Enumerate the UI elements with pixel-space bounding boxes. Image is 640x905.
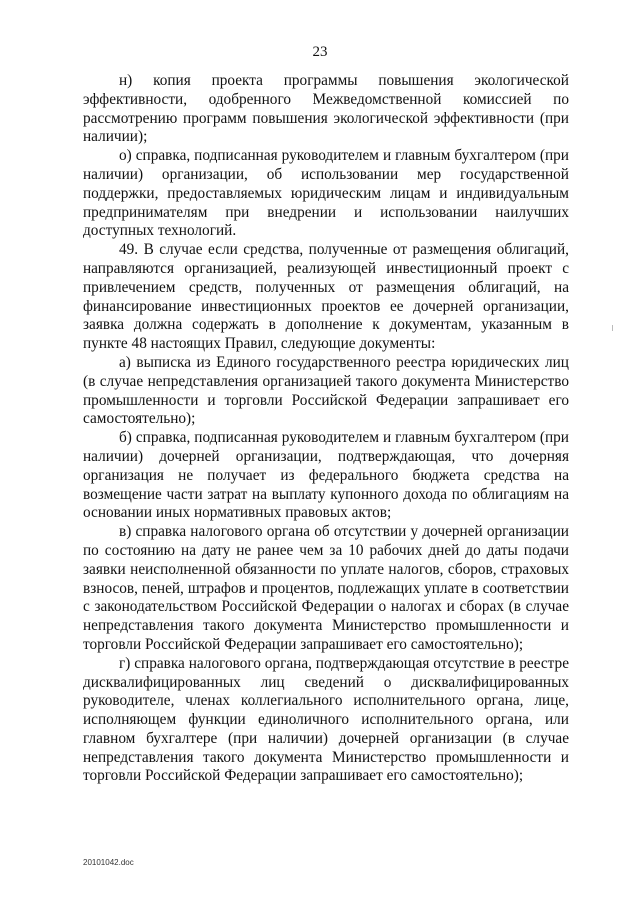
paragraph-v: в) справка налогового органа об отсутствии у дочерней организации по состоянию на дату не ранее чем за 10 рабочих дней до даты подачи заявки неисполненной обязанности по уплате налогов, сборов, страховых взносов, пеней, штрафов и процентов, подлежащих уплате в соответствии с законодательством Российской Федерации о налогах и сборах (в случае непредставления такого документа Министерство промышленности и торговли Российской Федерации запрашивает его самостоятельно); (83, 523, 569, 653)
paragraph-n: н) копия проекта программы повышения экологической эффективности, одобренного Межведомственной комиссией по рассмотрению программ повышения экологической эффективности (при наличии); (83, 72, 569, 146)
page-number: 23 (312, 44, 328, 60)
paragraph-a: а) выписка из Единого государственного реестра юридических лиц (в случае непредставления организацией такого документа Министерство промышленности и торговли Российской Федерации запрашивает его самостоятельно); (83, 353, 569, 428)
paragraph-49: 49. В случае если средства, полученные от размещения облигаций, направляются организацией, реализующей инвестиционный проект с привлечением средств, полученных от размещения облигаций, на финансирование инвестиционных проектов ее дочерней организации, заявка должна содержать в дополнение к документам, указанным в пункте 48 настоящих Правил, следующие документы: (83, 241, 569, 353)
paragraph-g: г) справка налогового органа, подтверждающая отсутствие в реестре дисквалифицированных лиц сведений о дисквалифицированных руководителе, членах коллегиального исполнительного органа, лице, исполняющем функции единоличного исполнительного органа, или главном бухгалтере (при наличии) дочерней организации (в случае непредставления такого документа Министерство промышленности и торговли Российской Федерации запрашивает его самостоятельно); (83, 654, 569, 785)
footer-filename: 20101042.doc (83, 858, 134, 867)
paragraph-b: б) справка, подписанная руководителем и главным бухгалтером (при наличии) дочерней организации, подтверждающая, что дочерняя организация не получает из федерального бюджета средства на возмещение части затрат на выплату купонного дохода по облигациям на основании иных нормативных правовых актов; (83, 429, 569, 522)
margin-mark (612, 325, 613, 331)
document-body (83, 72, 569, 786)
paragraph-o: о) справка, подписанная руководителем и главным бухгалтером (при наличии) организации, об использовании мер государственной поддержки, предоставляемых юридическим лицам и индивидуальным предпринимателям при внедрении и использовании наилучших доступных технологий. (83, 147, 569, 240)
